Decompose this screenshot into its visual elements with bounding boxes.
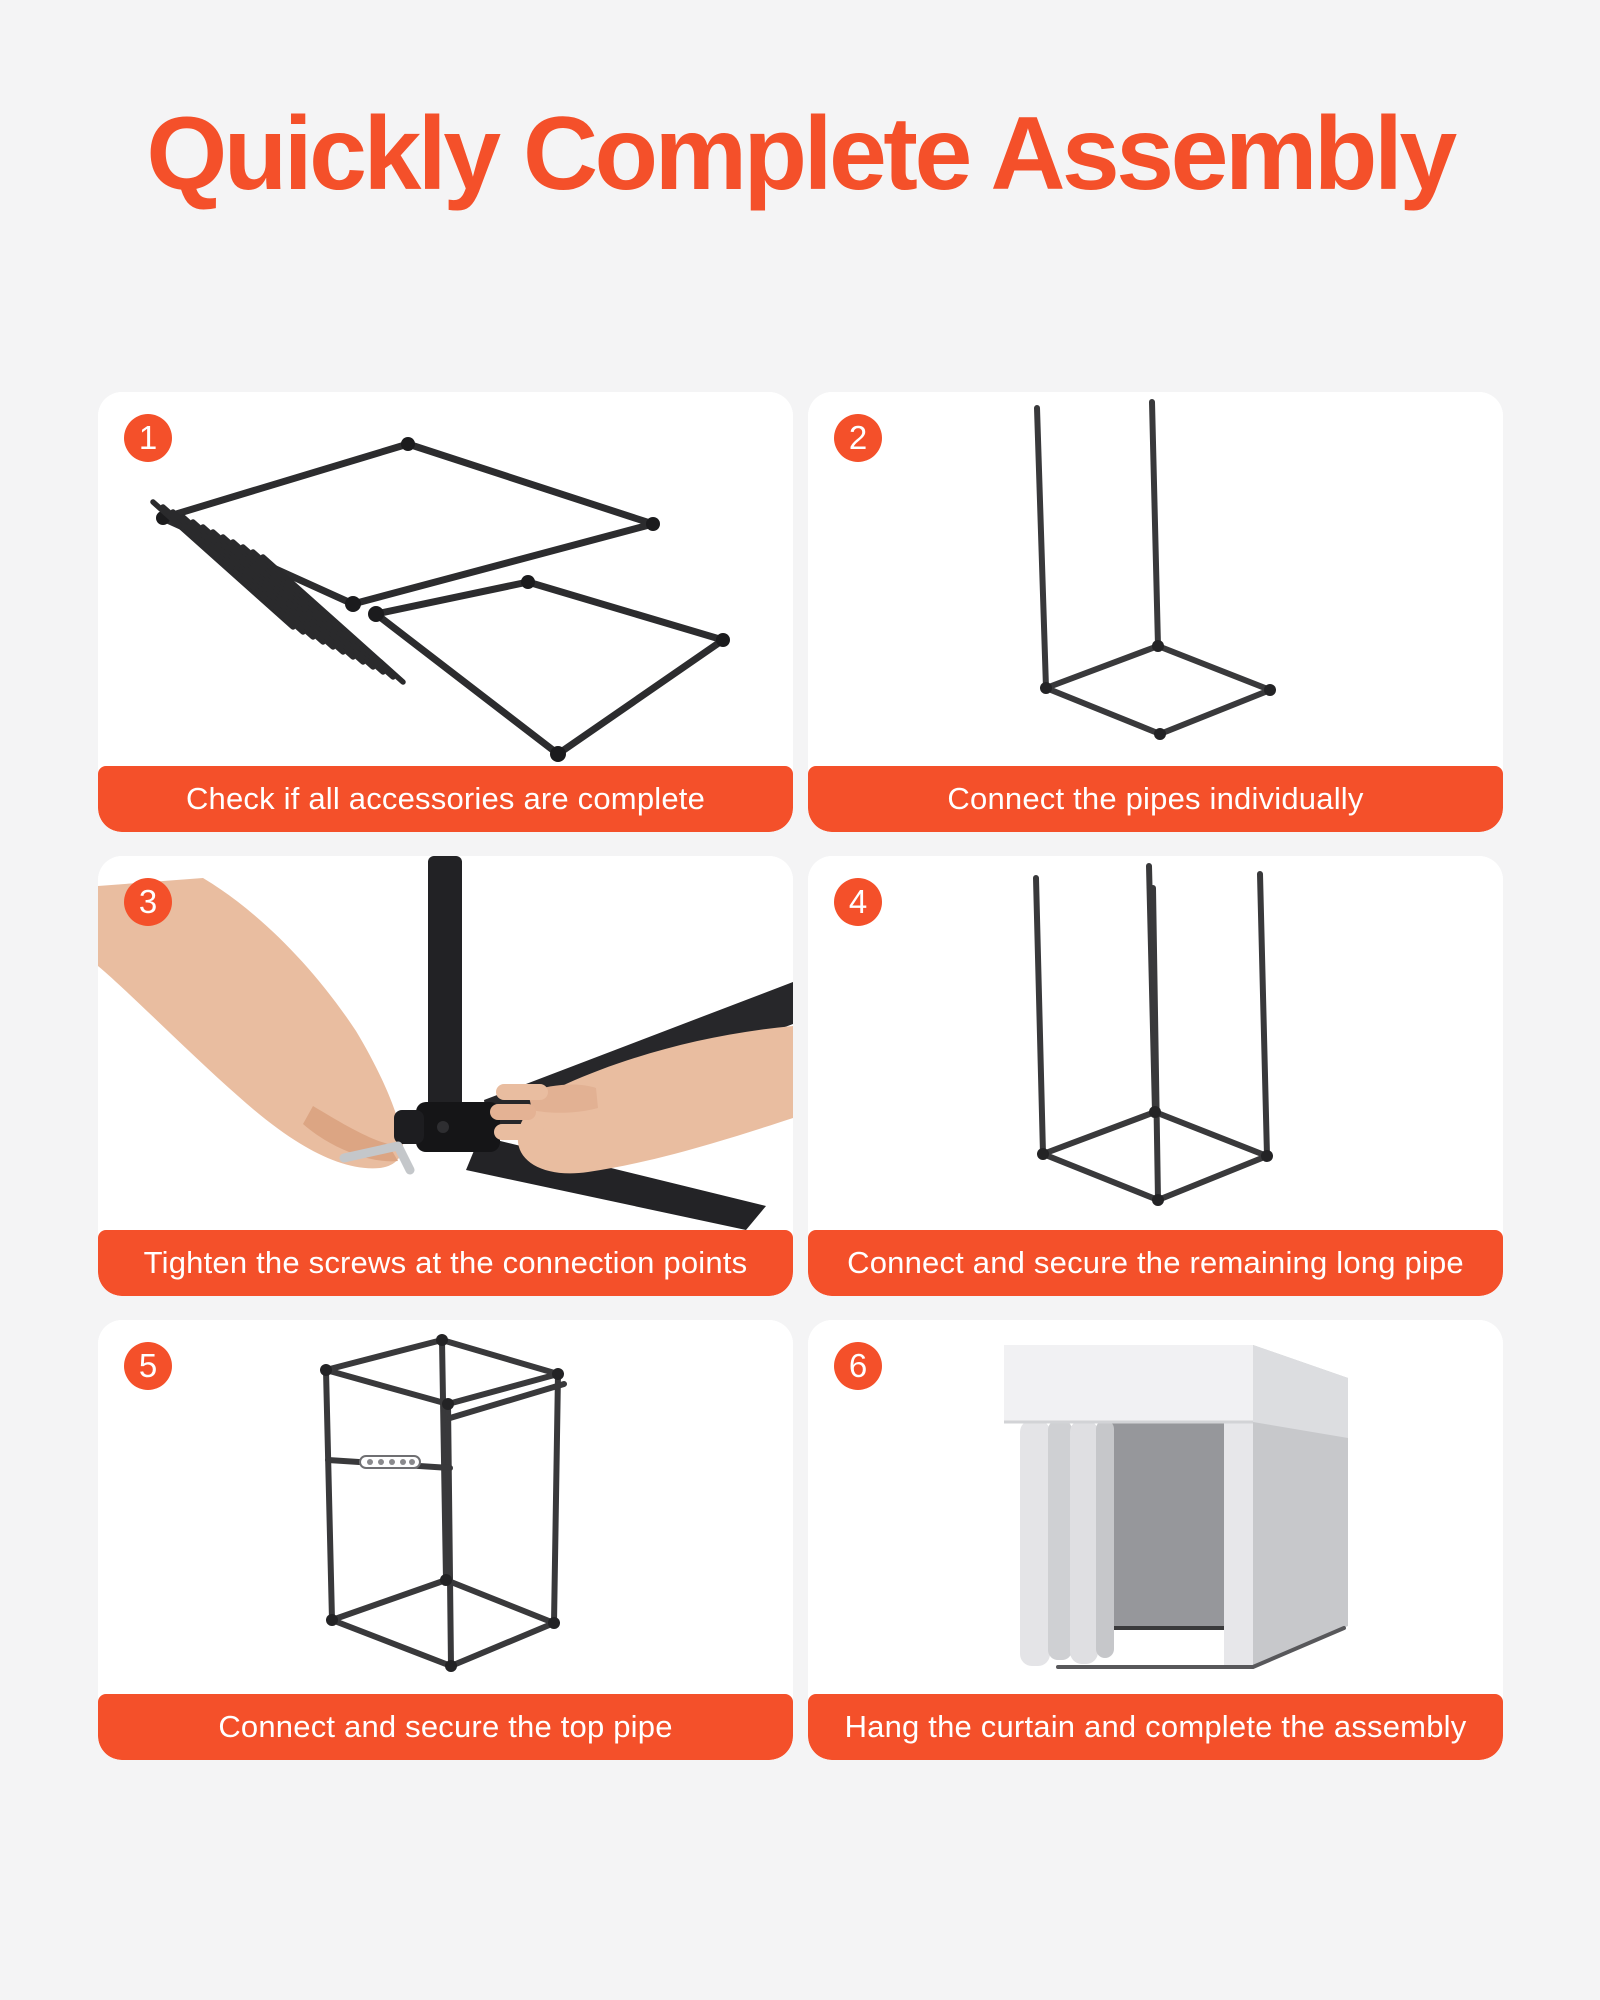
steps-grid <box>98 392 1503 1760</box>
step-6-image <box>808 1320 1503 1694</box>
step-card-4 <box>808 856 1503 1296</box>
hanger-hooks <box>360 1456 420 1468</box>
vertical-pipes <box>1036 866 1267 1200</box>
step-card-5 <box>98 1320 793 1760</box>
step-1-caption: Check if all accessories are complete <box>185 781 706 816</box>
step-4-caption: Connect and secure the remaining long pipe <box>847 1245 1464 1280</box>
step-1-image <box>98 392 793 766</box>
front-right-strip <box>1224 1418 1253 1666</box>
curtain <box>1020 1420 1114 1666</box>
step-5-caption: Connect and secure the top pipe <box>218 1709 673 1744</box>
base-square <box>1046 646 1270 734</box>
step-2-number: 2 <box>848 419 868 456</box>
step-2-badge <box>834 414 882 462</box>
step-5-image <box>98 1320 793 1694</box>
step-6-badge <box>834 1342 882 1390</box>
frame-wireframe <box>326 1340 564 1666</box>
step-1-badge <box>124 414 172 462</box>
step-6-caption-bar <box>808 1694 1503 1760</box>
step-card-6 <box>808 1320 1503 1760</box>
step-1-number: 1 <box>138 419 158 456</box>
step-4-badge <box>834 878 882 926</box>
pipe-clamp <box>394 1102 500 1152</box>
frame-panel-b <box>376 582 723 754</box>
step-3-badge <box>124 878 172 926</box>
step-card-1 <box>98 392 793 832</box>
step-1-caption-bar <box>98 766 793 832</box>
step-3-caption: Tighten the screws at the connection points <box>143 1245 748 1280</box>
step-5-caption-bar <box>98 1694 793 1760</box>
pipe-bundle <box>153 502 403 682</box>
step-6-number: 6 <box>848 1347 868 1384</box>
vertical-pipe <box>428 856 462 1118</box>
step-3-number: 3 <box>138 883 158 920</box>
interior-back-panel <box>1108 1422 1226 1628</box>
step-5-number: 5 <box>138 1347 158 1384</box>
complete-frame-illustration <box>98 1320 793 1694</box>
step-6-caption: Hang the curtain and complete the assembly <box>844 1709 1467 1744</box>
step-4-image <box>808 856 1503 1230</box>
step-2-caption: Connect the pipes individually <box>947 781 1364 816</box>
step-3-caption-bar <box>98 1230 793 1296</box>
tightening-screws-photo-illustration <box>98 856 793 1230</box>
step-2-image <box>808 392 1503 766</box>
frames-and-pipes-illustration <box>98 392 793 766</box>
step-5-badge <box>124 1342 172 1390</box>
finished-changing-room-illustration <box>808 1320 1503 1694</box>
page-title: Quickly Complete Assembly <box>146 96 1454 212</box>
step-3-image <box>98 856 793 1230</box>
four-pipes-frame-illustration <box>808 856 1503 1230</box>
vertical-pipes <box>1037 402 1158 688</box>
two-pipes-frame-illustration <box>808 392 1503 766</box>
step-4-number: 4 <box>848 883 868 920</box>
pipe-connectors <box>1040 640 1276 740</box>
step-card-2 <box>808 392 1503 832</box>
step-4-caption-bar <box>808 1230 1503 1296</box>
step-card-3 <box>98 856 793 1296</box>
step-2-caption-bar <box>808 766 1503 832</box>
